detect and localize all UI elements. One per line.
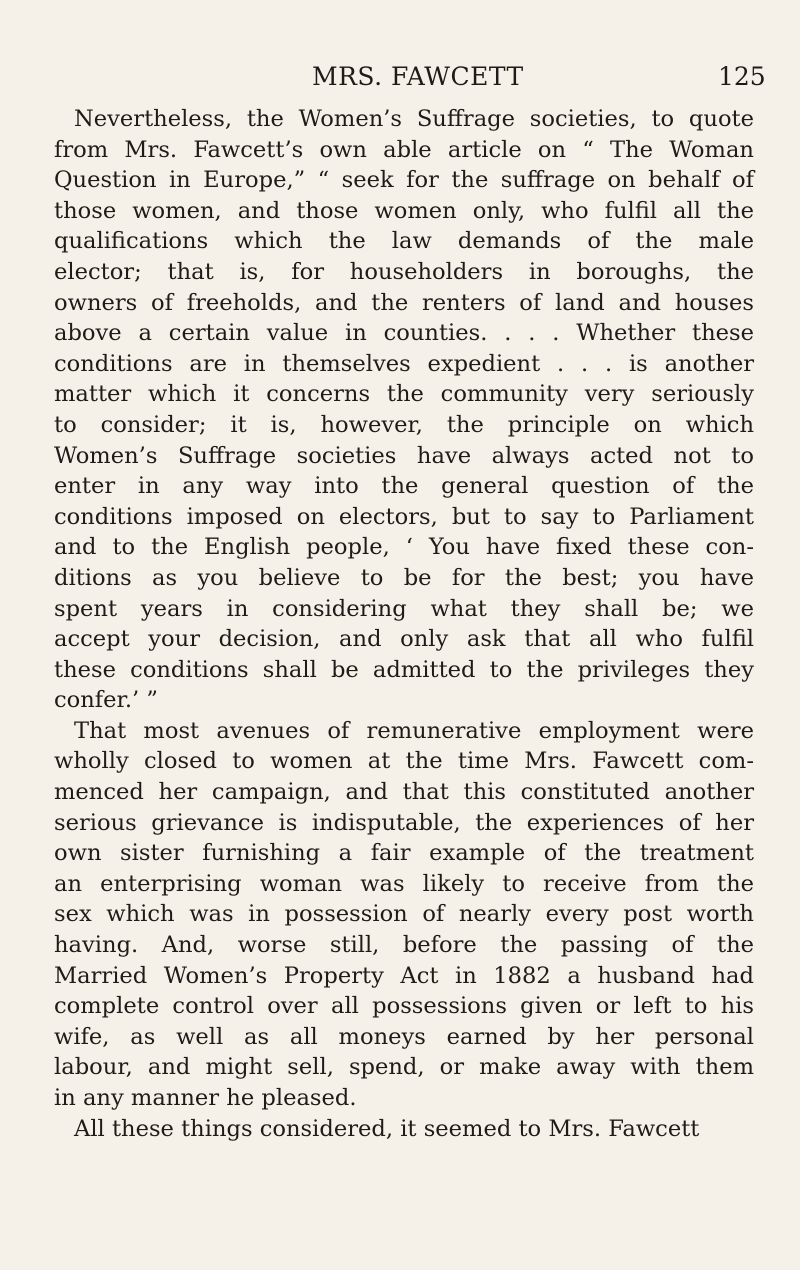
text-line: All these things considered, it seemed to Mrs. Fawcett [74, 1115, 700, 1142]
text-line: above a certain value in counties. . . . Whether these [54, 320, 754, 347]
text-line: Question in Europe,” “ seek for the suffrage on behalf of [54, 167, 754, 194]
text-line: conditions imposed on electors, but to say to Parliament [54, 503, 754, 530]
body-text [54, 104, 754, 1144]
text-line: menced her campaign, and that this constituted another [54, 779, 754, 806]
text-line: Women’s Suffrage societies have always acted not to [54, 442, 754, 469]
text-line: conditions are in themselves expedient . . . is another [54, 350, 754, 377]
text-line: confer.’ ” [54, 687, 158, 714]
text-line: and to the English people, ‘ You have fixed these con- [54, 534, 754, 561]
text-line: wife, as well as all moneys earned by her personal [54, 1023, 754, 1050]
text-line: enter in any way into the general question of the [54, 473, 754, 500]
text-line: sex which was in possession of nearly every post worth [54, 901, 754, 928]
text-line: matter which it concerns the community very seriously [54, 381, 754, 408]
text-line: Nevertheless, the Women’s Suffrage societies, to quote [74, 106, 754, 132]
text-line: accept your decision, and only ask that all who fulfil [54, 626, 754, 653]
text-line: Married Women’s Property Act in 1882 a husband had [54, 962, 754, 989]
text-line: ditions as you believe to be for the best; you have [54, 564, 754, 591]
text-line: in any manner he pleased. [54, 1085, 357, 1111]
page-number: 125 [718, 62, 766, 91]
text-line: wholly closed to women at the time Mrs. Fawcett com- [54, 748, 754, 775]
text-line: own sister furnishing a fair example of the treatment [54, 840, 754, 867]
text-line: elector; that is, for householders in boroughs, the [54, 258, 754, 285]
text-line: having. And, worse still, before the passing of the [54, 932, 754, 959]
text-line: qualifications which the law demands of the male [54, 228, 754, 255]
text-line: from Mrs. Fawcett’s own able article on “ The Woman [54, 136, 754, 163]
text-line: That most avenues of remunerative employment were [74, 717, 754, 744]
text-line: spent years in considering what they shall be; we [54, 595, 754, 622]
text-line: those women, and those women only, who fulfil all the [54, 197, 754, 224]
text-line: an enterprising woman was likely to receive from the [54, 870, 754, 897]
text-line: to consider; it is, however, the principle on which [54, 411, 754, 438]
text-line: serious grievance is indisputable, the experiences of her [54, 809, 754, 836]
text-line: these conditions shall be admitted to the privileges they [54, 656, 754, 683]
text-line: owners of freeholds, and the renters of land and houses [54, 289, 754, 316]
text-line: complete control over all possessions given or left to his [54, 993, 754, 1020]
text-line: labour, and might sell, spend, or make away with them [54, 1054, 754, 1081]
running-head: MRS. FAWCETT [312, 62, 524, 91]
